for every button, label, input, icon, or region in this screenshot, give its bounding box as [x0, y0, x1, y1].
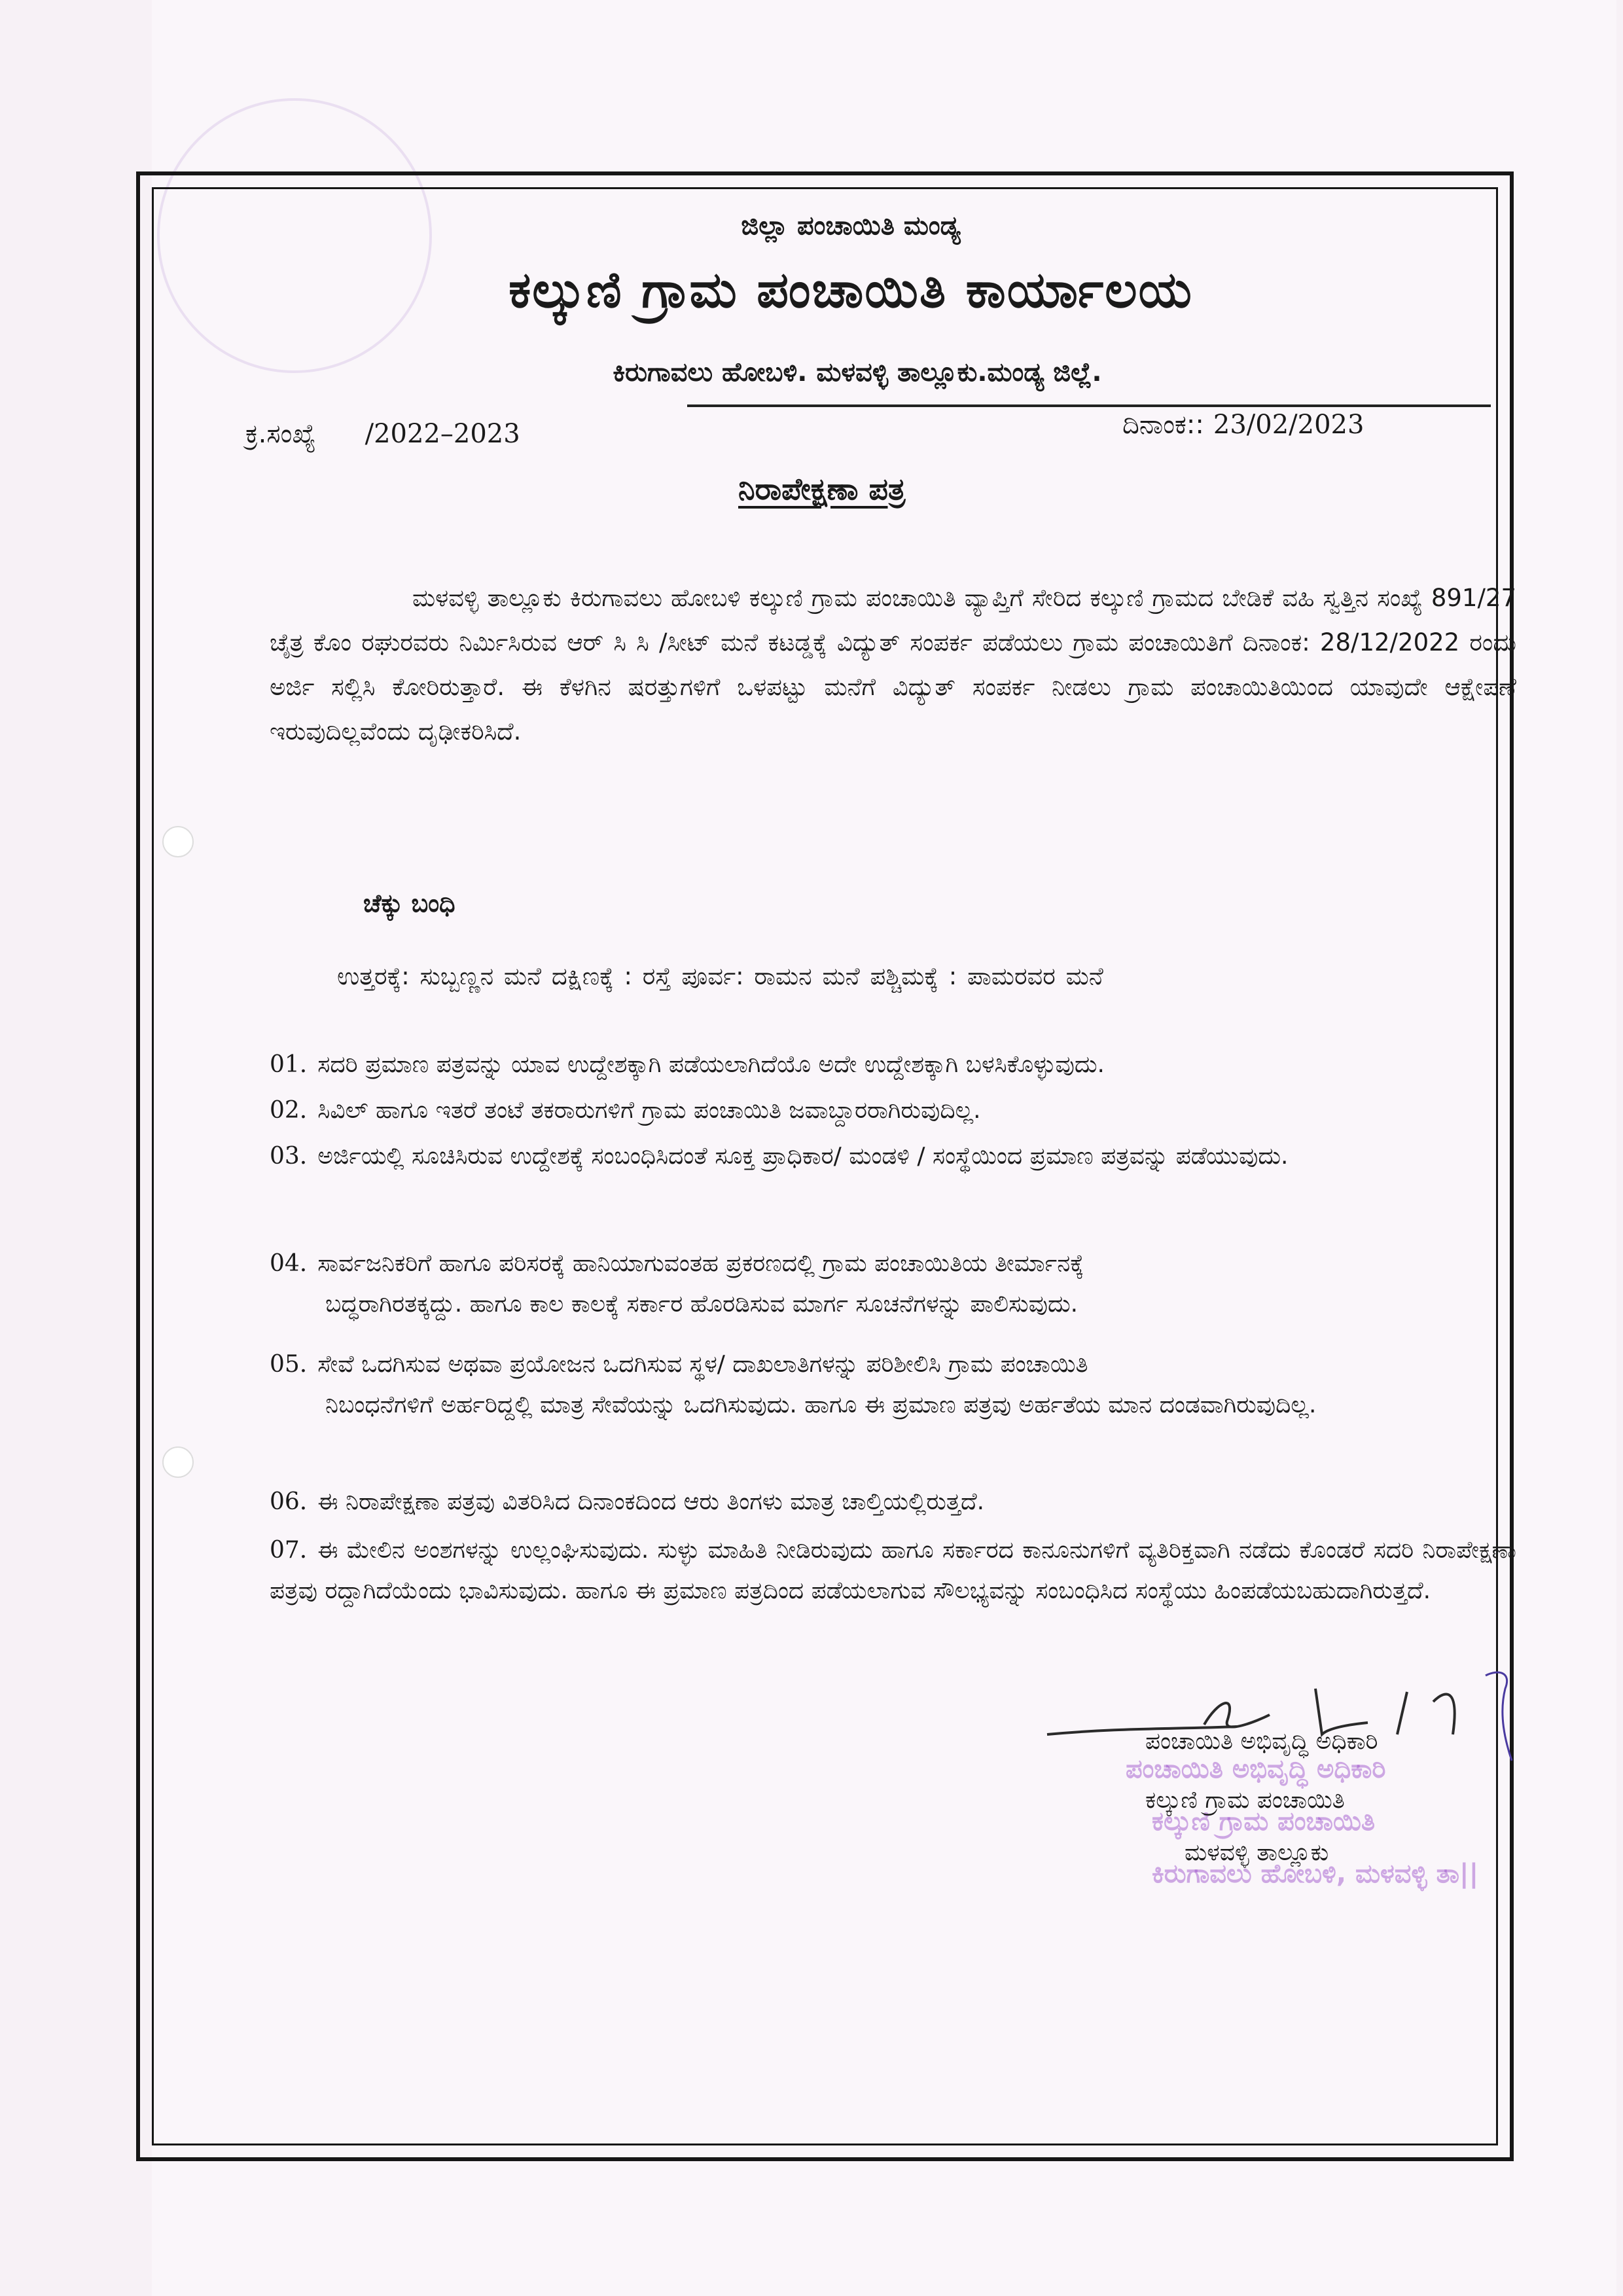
condition-text: ಸಾರ್ವಜನಿಕರಿಗೆ ಹಾಗೂ ಪರಿಸರಕ್ಕೆ ಹಾನಿಯಾಗುವಂತಹ ಪ್ರಕರಣದಲ್ಲಿ ಗ್ರಾಮ ಪಂಚಾಯಿತಿಯ ತೀರ್ಮಾನಕ್ಕೆ [317, 1250, 1084, 1277]
condition-text: ಸದರಿ ಪ್ರಮಾಣ ಪತ್ರವನ್ನು ಯಾವ ಉದ್ದೇಶಕ್ಕಾಗಿ ಪಡೆಯಲಾಗಿದೆಯೊ ಅದೇ ಉದ್ದೇಶಕ್ಕಾಗಿ ಬಳಸಿಕೊಳ್ಳುವುದು. [317, 1051, 1105, 1078]
condition-continuation: ಬದ್ಧರಾಗಿರತಕ್ಕದ್ದು. ಹಾಗೂ ಕಾಲ ಕಾಲಕ್ಕೆ ಸರ್ಕಾರ ಹೊರಡಿಸುವ ಮಾರ್ಗ ಸೂಚನೆಗಳನ್ನು ಪಾಲಿಸುವುದು. [325, 1291, 1079, 1318]
body-paragraph [270, 576, 1516, 754]
reference-value: /2022–2023 [365, 419, 520, 449]
condition-number: 03. [270, 1143, 308, 1170]
condition-number: 04. [270, 1250, 308, 1277]
header-rule [687, 404, 1491, 407]
document-title: ನಿರಾಪೇಕ್ಷಣಾ ಪತ್ರ [738, 471, 906, 507]
condition-number: 05. [270, 1351, 308, 1378]
condition-text: ಸೇವೆ ಒದಗಿಸುವ ಅಥವಾ ಪ್ರಯೋಜನ ಒದಗಿಸುವ ಸ್ಥಳ/ ದಾಖಲಾತಿಗಳನ್ನು ಪರಿಶೀಲಿಸಿ ಗ್ರಾಮ ಪಂಚಾಯಿತಿ [317, 1351, 1088, 1378]
signatory-panchayat: ಕಲ್ಕುಣಿ ಗ್ರಾಮ ಪಂಚಾಯಿತಿ [1145, 1787, 1345, 1814]
condition-item [270, 1344, 1516, 1426]
reference-label: ಕ್ರ.ಸಂಖ್ಯೆ [245, 419, 316, 449]
condition-text: ಸಿವಿಲ್ ಹಾಗೂ ಇತರೆ ತಂಟೆ ತಕರಾರುಗಳಿಗೆ ಗ್ರಾಮ ಪಂಚಾಯಿತಿ ಜವಾಬ್ದಾರರಾಗಿರುವುದಿಲ್ಲ. [317, 1097, 981, 1124]
condition-text: ಅರ್ಜಿಯಲ್ಲಿ ಸೂಚಿಸಿರುವ ಉದ್ದೇಶಕ್ಕೆ ಸಂಬಂಧಿಸಿದಂತೆ ಸೂಕ್ತ ಪ್ರಾಧಿಕಾರ/ ಮಂಡಳಿ / ಸಂಸ್ಥೆಯಿಂದ ಪ್ರಮಾಣ ಪತ್ರವನ್ನು ಪಡೆಯುವುದು. [317, 1143, 1289, 1170]
office-address: ಕಿರುಗಾವಲು ಹೋಬಳಿ. ಮಳವಳ್ಳಿ ತಾಲ್ಲೂಕು.ಮಂಡ್ಯ ಜಿಲ್ಲೆ. [613, 357, 1102, 387]
condition-continuation: ನಿಬಂಧನೆಗಳಿಗೆ ಅರ್ಹರಿದ್ದಲ್ಲಿ ಮಾತ್ರ ಸೇವೆಯನ್ನು ಒದಗಿಸುವುದು. ಹಾಗೂ ಈ ಪ್ರಮಾಣ ಪತ್ರವು ಅರ್ಹತೆಯ ಮಾನ ದಂಡವಾಗಿರುವುದಿಲ್ಲ. [325, 1391, 1317, 1418]
stamp-line-2: ಕಲ್ಕುಣಿ ಗ್ರಾಮ ಪಂಚಾಯಿತಿ [1152, 1806, 1376, 1837]
condition-text: ಈ ನಿರಾಪೇಕ್ಷಣಾ ಪತ್ರವು ವಿತರಿಸಿದ ದಿನಾಂಕದಿಂದ ಆರು ತಿಂಗಳು ಮಾತ್ರ ಚಾಲ್ತಿಯಲ್ಲಿರುತ್ತದೆ. [317, 1488, 985, 1515]
signatory-taluk: ಮಳವಳ್ಳಿ ತಾಲ್ಲೂಕು [1185, 1839, 1329, 1866]
condition-item [270, 1482, 1516, 1522]
condition-item [270, 1530, 1516, 1611]
signatory-designation: ಪಂಚಾಯಿತಿ ಅಭಿವೃದ್ಧಿ ಅಧಿಕಾರಿ [1145, 1728, 1378, 1755]
boundary-details: ಉತ್ತರಕ್ಕೆ: ಸುಬ್ಬಣ್ಣನ ಮನೆ ದಕ್ಷಿಣಕ್ಕೆ : ರಸ್ತೆ ಪೂರ್ವ: ರಾಮನ ಮನೆ ಪಶ್ಚಿಮಕ್ಕೆ : ಪಾಮರವರ ಮನೆ [337, 962, 1103, 990]
condition-item [270, 1244, 1516, 1325]
condition-number: 06. [270, 1488, 308, 1515]
district-heading: ಜಿಲ್ಲಾ ಪಂಚಾಯಿತಿ ಮಂಡ್ಯ [741, 211, 961, 241]
body-paragraph-text: ಮಳವಳ್ಳಿ ತಾಲ್ಲೂಕು ಕಿರುಗಾವಲು ಹೋಬಳಿ ಕಲ್ಕುಣಿ ಗ್ರಾಮ ಪಂಚಾಯಿತಿ ವ್ಯಾಪ್ತಿಗೆ ಸೇರಿದ ಕಲ್ಕುಣಿ ಗ್ರಾಮದ ಬೇಡಿಕೆ ವಹಿ ಸ್ವತ್ತಿನ ಸಂಖ್ಯೆ 891/27 ಚೈತ್ರ ಕೊಂ ರಘುರವರು ನಿರ್ಮಿಸಿರುವ ಆರ್ ಸಿ ಸಿ /ಸೀಟ್ ಮನೆ ಕಟಡ್ಡಕ್ಕೆ ವಿದ್ಯುತ್ ಸಂಪರ್ಕ ಪಡೆಯಲು ಗ್ರಾಮ ಪಂಚಾಯಿತಿಗೆ ದಿನಾಂಕ: 28/12/2022 ರಂದು ಅರ್ಜಿ ಸಲ್ಲಿಸಿ ಕೋರಿರುತ್ತಾರೆ. ಈ ಕೆಳಗಿನ ಷರತ್ತುಗಳಿಗೆ ಒಳಪಟ್ಟು ಮನೆಗೆ ವಿದ್ಯುತ್ ಸಂಪರ್ಕ ನೀಡಲು ಗ್ರಾಮ ಪಂಚಾಯಿತಿಯಿಂದ ಯಾವುದೇ ಆಕ್ಷೇಪಣೆ ಇರುವುದಿಲ್ಲವೆಂದು ದೃಢೀಕರಿಸಿದೆ. [270, 584, 1516, 745]
condition-item [270, 1136, 1516, 1177]
stamp-line-1: ಪಂಚಾಯಿತಿ ಅಭಿವೃದ್ಧಿ ಅಧಿಕಾರಿ [1126, 1754, 1386, 1784]
condition-number: 07. [270, 1537, 308, 1564]
date-label: ದಿನಾಂಕ:: [1122, 410, 1204, 440]
condition-number: 02. [270, 1097, 308, 1124]
stamp-line-3: ಕಿರುಗಾವಲು ಹೋಬಳಿ, ಮಳವಳ್ಳಿ ತಾ|| [1152, 1859, 1479, 1889]
date-value: 23/02/2023 [1213, 410, 1364, 440]
document-date [1122, 410, 1364, 440]
office-title: ಕಲ್ಕುಣಿ ಗ್ರಾಮ ಪಂಚಾಯಿತಿ ಕಾರ್ಯಾಲಯ [508, 260, 1193, 319]
condition-number: 01. [270, 1051, 308, 1078]
condition-item [270, 1090, 1516, 1131]
condition-text: ಈ ಮೇಲಿನ ಅಂಶಗಳನ್ನು ಉಲ್ಲಂಘಿಸುವುದು. ಸುಳ್ಳು ಮಾಹಿತಿ ನೀಡಿರುವುದು ಹಾಗೂ ಸರ್ಕಾರದ ಕಾನೂನುಗಳಿಗೆ ವ್ಯತಿರಿಕ್ತವಾಗಿ ನಡೆದು ಕೊಂಡರೆ ಸದರಿ ನಿರಾಪೇಕ್ಷಣಾ ಪತ್ರವು ರದ್ದಾಗಿದೆಯೆಂದು ಭಾವಿಸುವುದು. ಹಾಗೂ ಈ ಪ್ರಮಾಣ ಪತ್ರದಿಂದ ಪಡೆಯಲಾಗುವ ಸೌಲಭ್ಯವನ್ನು ಸಂಬಂಧಿಸಿದ ಸಂಸ್ಥೆಯು ಹಿಂಪಡೆಯಬಹುದಾಗಿರುತ್ತದೆ. [270, 1537, 1516, 1604]
condition-item [270, 1045, 1516, 1085]
boundary-heading: ಚೆಕ್ಕು ಬಂಧಿ [363, 889, 455, 918]
reference-number [245, 419, 520, 449]
